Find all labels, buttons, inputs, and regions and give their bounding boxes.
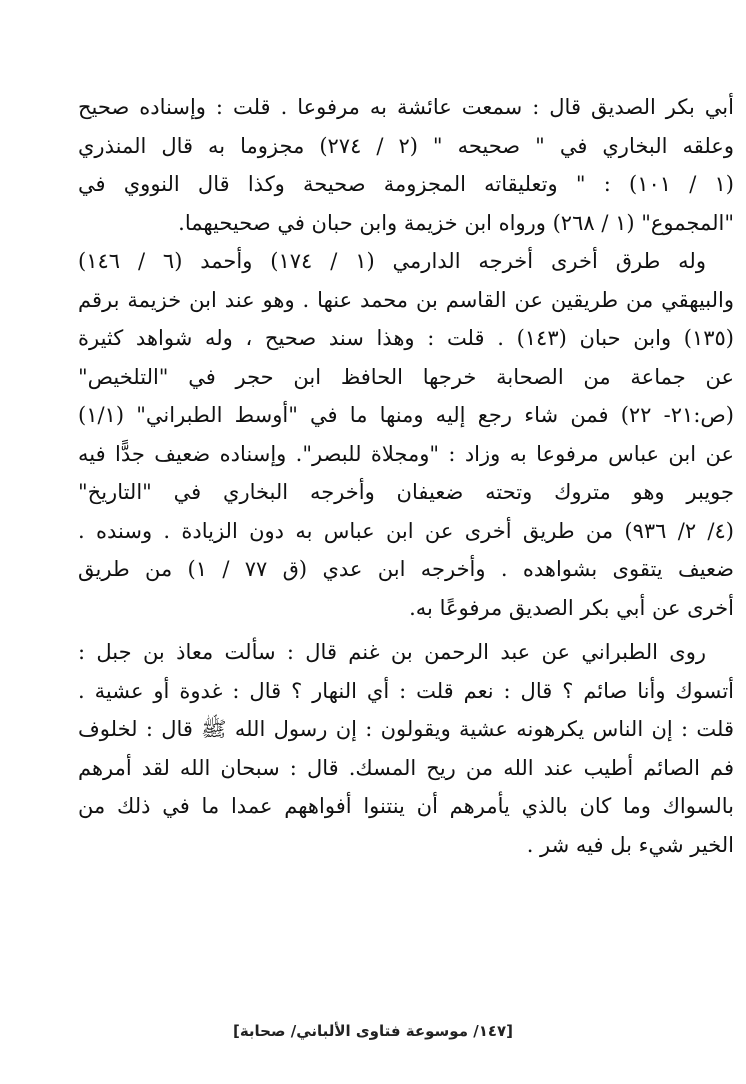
text-line: "المجموع" (١ / ٢٦٨) ورواه ابن خزيمة وابن حبان في صحيحيهما. [178,210,734,235]
text-line: عن ابن عباس مرفوعا به وزاد : "ومجلاة للبصر". وإسناده ضعيف جدًّا فيه [78,441,734,466]
text-line: والبيهقي من طريقين عن القاسم بن محمد عنها . وهو عند ابن خزيمة برقم [78,287,734,312]
text-line: ضعيف يتقوى بشواهده . وأخرجه ابن عدي (ق ٧٧ / ١) من طريق [78,557,734,581]
text-line: روى الطبراني عن عبد الرحمن بن غنم قال : سألت معاذ بن جبل : [78,640,706,664]
text-line: بالسواك وما كان بالذي يأمرهم أن ينتنوا أفواههم عمدا ما في ذلك من [78,794,734,818]
body-text [78,88,734,864]
text-line: الخير شيء بل فيه شر . [526,832,734,857]
text-line: قلت : إن الناس يكرهونه عشية ويقولون : إن رسول الله ﷺ قال : لخلوف [78,717,734,741]
paragraph-3 [78,633,734,864]
text-line: (٤/ ٢/ ٩٣٦) من طريق أخرى عن ابن عباس به دون الزيادة . وسنده . [78,518,734,543]
text-line: أتسوك وأنا صائم ؟ قال : نعم قلت : أي النهار ؟ قال : غدوة أو عشية . [78,678,734,703]
text-line: وعلقه البخاري في " صحيحه " (٢ / ٢٧٤) مجزوما به قال المنذري [78,133,734,158]
text-line: وله طرق أخرى أخرجه الدارمي (١ / ١٧٤) وأحمد (٦ / ١٤٦) [78,249,706,273]
text-line: (١ / ١٠١) : " وتعليقاته المجزومة صحيحة وكذا قال النووي في [78,172,734,196]
text-line: جويبر وهو متروك وتحته ضعيفان وأخرجه البخاري في "التاريخ" [78,480,734,504]
text-line: أبي بكر الصديق قال : سمعت عائشة به مرفوعا . قلت : وإسناده صحيح [78,95,734,119]
text-line: (ص:٢١- ٢٢) فمن شاء رجع إليه ومنها ما في "أوسط الطبراني" (١/١) [78,403,734,427]
text-line: عن جماعة من الصحابة خرجها الحافظ ابن حجر في "التلخيص" [78,364,734,389]
text-line: (١٣٥) وابن حبان (١٤٣) . قلت : وهذا سند صحيح ، وله شواهد كثيرة [78,326,734,350]
paragraph-1 [78,88,734,242]
page-footer: [١٤٧/ موسوعة فتاوى الألباني/ صحابة] [232,1022,514,1040]
paragraph-2 [78,242,734,627]
text-line: أخرى عن أبي بكر الصديق مرفوعًا به. [409,595,734,620]
text-line: فم الصائم أطيب عند الله من ريح المسك. قال : سبحان الله لقد أمرهم [78,755,734,780]
